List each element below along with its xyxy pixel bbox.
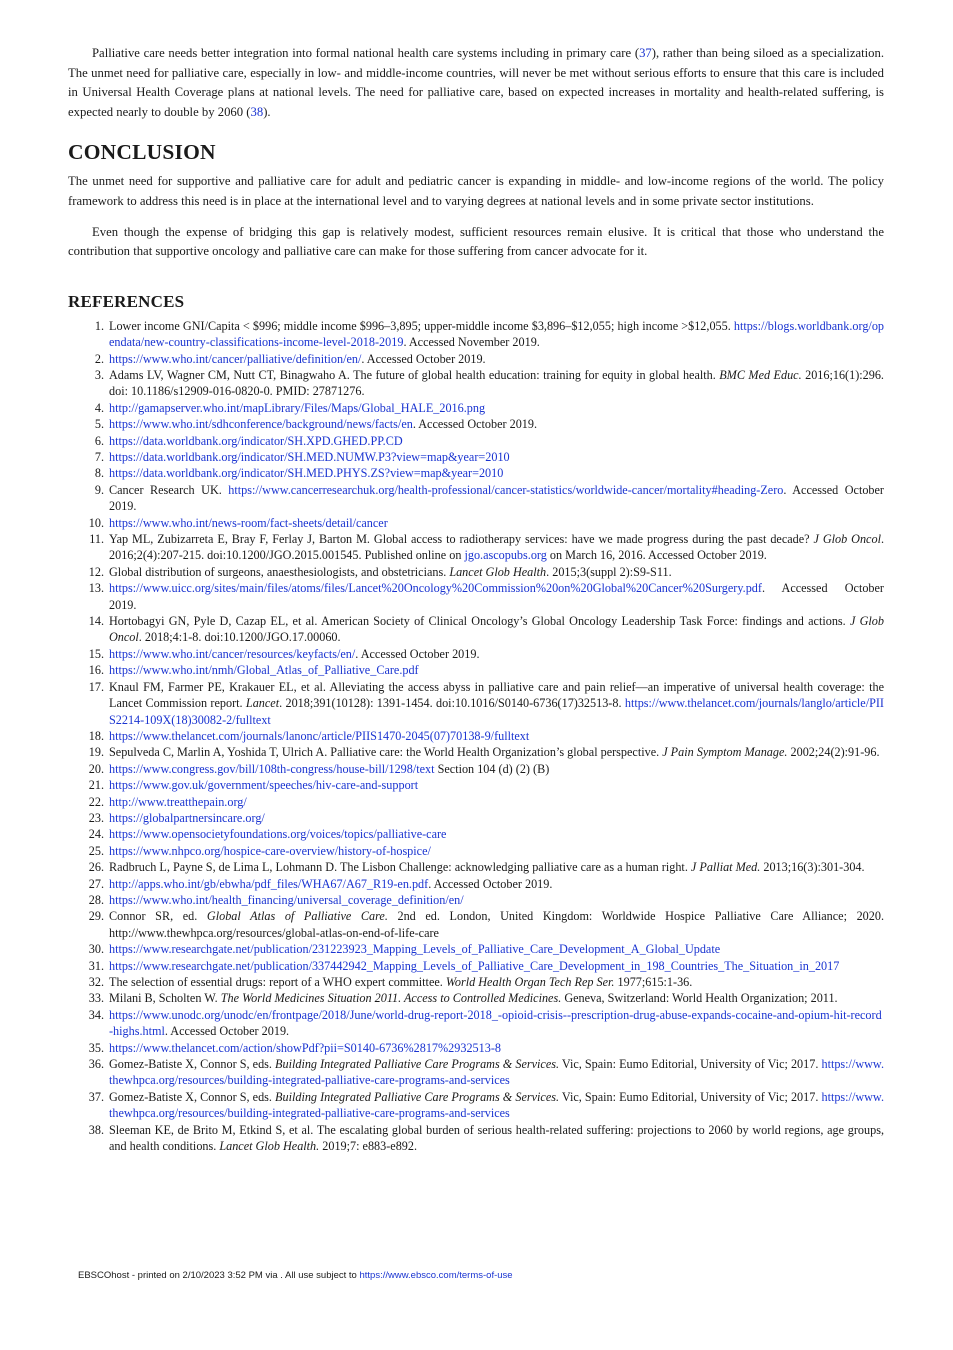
reference-link[interactable]: https://www.who.int/news-room/fact-sheets/detail/cancer (109, 515, 388, 530)
reference-text: Vic, Spain: Eumo Editorial, University of Vic; 2017. (559, 1089, 822, 1104)
reference-text: 2002;24(2):91-96. (787, 745, 880, 760)
reference-number: 14. (88, 614, 104, 629)
reference-journal: Building Integrated Palliative Care Programs & Services. (275, 1057, 560, 1072)
reference-text: Cancer Research UK. (109, 482, 222, 497)
reference-item (68, 761, 884, 777)
reference-link[interactable]: https://www.opensocietyfoundations.org/voices/topics/palliative-care (109, 827, 447, 842)
reference-number: 11. (89, 532, 104, 547)
reference-item (68, 564, 884, 580)
reference-text: . Accessed October 2019. (109, 581, 884, 612)
reference-number: 17. (88, 679, 104, 694)
reference-text: . Accessed November 2019. (403, 335, 540, 350)
reference-text: . 2018;4:1-8. doi:10.1200/JGO.17.00060. (138, 630, 341, 645)
reference-item (68, 1122, 884, 1155)
reference-item (68, 613, 884, 646)
reference-item (68, 810, 884, 826)
reference-text: Global distribution of surgeons, anaesthesiologists, and obstetricians. (109, 564, 450, 579)
reference-journal: The World Medicines Situation 2011. Access to Controlled Medicines. (220, 991, 562, 1006)
reference-text: The selection of essential drugs: report of a WHO expert committee. (109, 975, 446, 989)
reference-number: 15. (88, 646, 104, 661)
reference-journal: J Glob Oncol (109, 614, 884, 645)
reference-link[interactable]: https://www.who.int/sdhconference/background/news/facts/en (109, 417, 413, 432)
reference-number: 29. (88, 909, 104, 924)
reference-number: 8. (94, 466, 104, 481)
reference-link[interactable]: jgo.ascopubs.org (464, 548, 547, 563)
reference-number: 1. (94, 318, 104, 333)
page-content (68, 44, 884, 1154)
reference-text: Gomez-Batiste X, Connor S, eds. (109, 1089, 276, 1104)
reference-item (68, 843, 884, 859)
intro-paragraph (68, 44, 884, 122)
reference-link[interactable]: https://www.thelancet.com/journals/langlo/article/PIIS2214-109X(18)30082-2/fulltext (109, 696, 884, 727)
reference-link[interactable]: https://www.thewhpca.org/resources/building-integrated-palliative-care-programs-and-services (109, 1089, 884, 1121)
reference-link[interactable]: http://apps.who.int/gb/ebwha/pdf_files/WHA67/A67_R19-en.pdf (109, 876, 429, 891)
reference-number: 33. (88, 991, 104, 1006)
reference-number: 31. (88, 958, 104, 973)
reference-journal: Building Integrated Palliative Care Programs & Services. (275, 1089, 560, 1104)
reference-number: 5. (94, 417, 104, 432)
reference-text: 2013;16(3):301-304. (760, 860, 865, 875)
reference-number: 21. (88, 778, 104, 793)
reference-item (68, 777, 884, 793)
reference-link[interactable]: https://blogs.worldbank.org/opendata/new-country-classifications-income-level-2018-2019 (109, 318, 885, 350)
reference-item (68, 990, 884, 1006)
reference-item (68, 679, 884, 728)
reference-item (68, 876, 884, 892)
reference-item (68, 318, 884, 351)
reference-item (68, 744, 884, 760)
print-footer (78, 1270, 513, 1281)
reference-item (68, 646, 884, 662)
reference-text: Milani B, Scholten W. (109, 991, 221, 1006)
intro-text: Palliative care needs better integration into formal national health care systems including in primary care ( (92, 46, 640, 60)
reference-link[interactable]: https://www.congress.gov/bill/108th-congress/house-bill/1298/text (109, 761, 435, 776)
reference-link[interactable]: https://www.researchgate.net/publication/337442942_Mapping_Levels_of_Palliative_Care_Development_in_198_Countries_The_Situation_in_2017 (109, 958, 840, 973)
reference-text: . 2015;3(suppl 2):S9-S11. (546, 564, 672, 579)
reference-item (68, 400, 884, 416)
reference-text: . 2016;2(4):207-215. doi:10.1200/JGO.2015.001545. Published online on (109, 532, 884, 563)
reference-item (68, 728, 884, 744)
reference-link[interactable]: https://www.thewhpca.org/resources/building-integrated-palliative-care-programs-and-services (109, 1057, 884, 1088)
reference-text: 2016;16(1):296. doi: 10.1186/s12909-016-0820-0. PMID: 27871276. (109, 367, 884, 399)
reference-link[interactable]: https://www.thelancet.com/journals/lanonc/article/PIIS1470-2045(07)70138-9/fulltext (109, 728, 530, 743)
reference-text: Knaul FM, Farmer PE, Krakauer EL, et al. Alleviating the access abyss in palliative care and pain relief—an imperative of universal health coverage: the Lancet Commission report. (109, 679, 884, 711)
reference-number: 28. (88, 892, 104, 907)
reference-text: Connor SR, ed. (109, 909, 207, 924)
reference-item (68, 1007, 884, 1040)
reference-link[interactable]: http://gamapserver.who.int/mapLibrary/Files/Maps/Global_HALE_2016.png (109, 400, 486, 415)
citation-link-37[interactable]: 37 (639, 46, 652, 60)
reference-journal: J Glob Oncol (813, 532, 881, 547)
reference-journal: J Palliat Med. (690, 860, 761, 875)
reference-text: Gomez-Batiste X, Connor S, eds. (109, 1057, 276, 1072)
intro-text: ). (263, 104, 271, 119)
reference-item (68, 465, 884, 481)
reference-number: 27. (88, 876, 104, 891)
reference-text: . Accessed October 2019. (355, 646, 480, 661)
reference-number: 3. (94, 367, 104, 382)
reference-number: 23. (88, 810, 104, 825)
reference-number: 24. (88, 827, 104, 842)
conclusion-paragraph-2: Even though the expense of bridging this gap is relatively modest, sufficient resources remain elusive. It is critical that those who understand the contribution that supportive oncology and palliative care can make for those suffering from cancer advocate for it. (68, 224, 884, 259)
reference-item (68, 351, 884, 367)
reference-text: Lower income GNI/Capita < $996; middle income $996–3,895; upper-middle income $3,896–$12,055; high income >$12,055. (109, 318, 731, 333)
reference-text: . Accessed October 2019. (109, 482, 884, 514)
reference-number: 20. (88, 761, 104, 776)
reference-item (68, 416, 884, 432)
reference-link[interactable]: https://www.unodc.org/unodc/en/frontpage/2018/June/world-drug-report-2018_-opioid-crisis--prescription-drug-abuse-expands-cocaine-and-opium-hit-record-highs.html (109, 1007, 882, 1039)
reference-item (68, 1056, 884, 1089)
reference-text: Vic, Spain: Eumo Editorial, University of Vic; 2017. (559, 1057, 822, 1072)
reference-item (68, 826, 884, 842)
conclusion-heading: CONCLUSION (68, 140, 216, 165)
reference-journal: J Pain Symptom Manage. (662, 745, 788, 760)
reference-item (68, 531, 884, 564)
reference-journal: Lancet Glob Health (449, 564, 547, 579)
reference-text: Section 104 (d) (2) (B) (434, 761, 550, 776)
reference-item (68, 580, 884, 613)
reference-number: 19. (88, 745, 104, 760)
reference-item (68, 908, 884, 941)
reference-link[interactable]: https://www.who.int/health_financing/universal_coverage_definition/en/ (109, 892, 464, 907)
reference-journal: BMC Med Educ. (719, 367, 802, 382)
footer-text: EBSCOhost - printed on 2/10/2023 3:52 PM via . All use subject to (78, 1270, 360, 1281)
reference-item (68, 958, 884, 974)
reference-link[interactable]: http://www.treatthepain.org/ (109, 794, 247, 809)
reference-link[interactable]: https://www.gov.uk/government/speeches/hiv-care-and-support (109, 778, 419, 793)
reference-text: 2019;7: e883-e892. (319, 1139, 418, 1154)
reference-number: 25. (88, 843, 104, 858)
reference-number: 37. (88, 1089, 104, 1104)
reference-item (68, 794, 884, 810)
reference-number: 32. (88, 975, 104, 989)
reference-link[interactable]: https://www.uicc.org/sites/main/files/atoms/files/Lancet%20Oncology%20Commission%20on%20Global%20Cancer%20Surgery.pdf (109, 581, 762, 596)
reference-number: 36. (88, 1057, 104, 1072)
reference-text: Yap ML, Zubizarreta E, Bray F, Ferlay J, Barton M. Global access to radiotherapy services: have we made progress during the past decade? (109, 532, 814, 547)
reference-number: 22. (88, 794, 104, 809)
reference-text: 2nd ed. London, United Kingdom: Worldwide Hospice Palliative Care Alliance; 2020. http://www.thewhpca.org/resources/global-atlas-on-end-of-life-care (109, 909, 884, 940)
reference-list (68, 318, 884, 1155)
reference-text: . Accessed October 2019. (164, 1024, 290, 1039)
reference-number: 26. (88, 860, 104, 875)
reference-item (68, 433, 884, 449)
reference-text: Sleeman KE, de Brito M, Etkind S, et al. The escalating global burden of serious health-related suffering: projections to 2060 by world regions, age groups, and health conditions. (109, 1122, 884, 1154)
reference-text: Hortobagyi GN, Pyle D, Cazap EL, et al. American Society of Clinical Oncology’s Global Oncology Leadership Task Force: findings and actions. (109, 614, 850, 629)
reference-text: . 2018;391(10128): 1391-1454. doi:10.1016/S0140-6736(17)32513-8. (279, 696, 625, 711)
reference-number: 9. (94, 482, 104, 497)
reference-text: Radbruch L, Payne S, de Lima L, Lohmann D. The Lisbon Challenge: acknowledging palliative care as a human right. (109, 860, 691, 875)
reference-item (68, 892, 884, 908)
reference-link[interactable]: https://www.who.int/cancer/resources/keyfacts/en/ (109, 646, 356, 661)
reference-journal: Lancet (245, 696, 280, 711)
reference-number: 35. (88, 1040, 104, 1055)
reference-journal: Global Atlas of Palliative Care. (206, 909, 388, 924)
reference-text: . Accessed October 2019. (361, 351, 486, 366)
reference-item (68, 449, 884, 465)
conclusion-paragraph-1: The unmet need for supportive and palliative care for adult and pediatric cancer is expanding in middle- and low-income regions of the world. The policy framework to address this need is in place at the international level and to varying degrees at national levels and in some private sector institutions. (68, 174, 884, 208)
reference-text: 1977;615:1-36. (614, 975, 693, 989)
reference-number: 7. (94, 450, 104, 464)
reference-link[interactable]: https://data.worldbank.org/indicator/SH.MED.PHYS.ZS?view=map&year=2010 (109, 466, 504, 481)
reference-link[interactable]: https://www.thelancet.com/action/showPdf?pii=S0140-6736%2817%2932513-8 (109, 1040, 501, 1055)
intro-text: ), rather than being siloed as a specialization. The unmet need for palliative care, especially in low- and middle-income countries, will never be met without serious efforts to ensure that this care is included in Universal Health Coverage plans at national levels. The need for palliative care, based on expected increases in mortality and health-related suffering, is expected nearly to double by 2060 ( (68, 46, 884, 119)
reference-item (68, 1089, 884, 1122)
reference-text: Geneva, Switzerland: World Health Organization; 2011. (561, 991, 838, 1006)
reference-item (68, 515, 884, 531)
reference-journal: World Health Organ Tech Rep Ser. (445, 975, 615, 989)
reference-link[interactable]: https://www.who.int/nmh/Global_Atlas_of_Palliative_Care.pdf (109, 663, 419, 678)
reference-number: 12. (88, 564, 104, 579)
reference-item (68, 662, 884, 678)
reference-link[interactable]: https://www.nhpco.org/hospice-care-overview/history-of-hospice/ (109, 843, 431, 858)
reference-link[interactable]: https://data.worldbank.org/indicator/SH.MED.NUMW.P3?view=map&year=2010 (109, 450, 510, 464)
citation-link-38[interactable]: 38 (250, 104, 264, 119)
reference-number: 16. (88, 663, 104, 678)
reference-number: 4. (94, 400, 104, 415)
reference-link[interactable]: https://globalpartnersincare.org/ (109, 810, 265, 825)
terms-of-use-link[interactable]: https://www.ebsco.com/terms-of-use (359, 1270, 513, 1281)
reference-number: 6. (94, 433, 104, 448)
reference-item (68, 1040, 884, 1056)
reference-text: . Accessed October 2019. (412, 417, 538, 432)
reference-number: 2. (94, 351, 104, 366)
reference-item (68, 974, 884, 990)
reference-number: 18. (88, 728, 104, 743)
reference-number: 34. (88, 1007, 104, 1022)
reference-item (68, 941, 884, 957)
reference-link[interactable]: https://data.worldbank.org/indicator/SH.XPD.GHED.PP.CD (109, 433, 403, 448)
reference-number: 13. (88, 581, 104, 596)
reference-text: Adams LV, Wagner CM, Nutt CT, Binagwaho A. The future of global health education: training for equity in global health. (109, 367, 720, 382)
reference-number: 30. (88, 942, 104, 957)
reference-text: . Accessed October 2019. (428, 876, 553, 891)
reference-link[interactable]: https://www.who.int/cancer/palliative/definition/en/ (109, 351, 362, 366)
reference-text: on March 16, 2016. Accessed October 2019. (546, 548, 767, 563)
reference-text: Sepulveda C, Marlin A, Yoshida T, Ulrich A. Palliative care: the World Health Organization’s global perspective. (109, 745, 663, 760)
references-heading: REFERENCES (68, 291, 185, 311)
reference-link[interactable]: https://www.researchgate.net/publication/231223923_Mapping_Levels_of_Palliative_Care_Development_A_Global_Update (109, 942, 721, 957)
reference-item (68, 859, 884, 875)
reference-number: 38. (88, 1122, 104, 1137)
reference-link[interactable]: https://www.cancerresearchuk.org/health-professional/cancer-statistics/worldwide-cancer/mortality#heading-Zero (228, 482, 784, 497)
reference-item (68, 367, 884, 400)
reference-journal: Lancet Glob Health. (219, 1139, 320, 1154)
reference-number: 10. (88, 515, 104, 530)
reference-item (68, 482, 884, 515)
